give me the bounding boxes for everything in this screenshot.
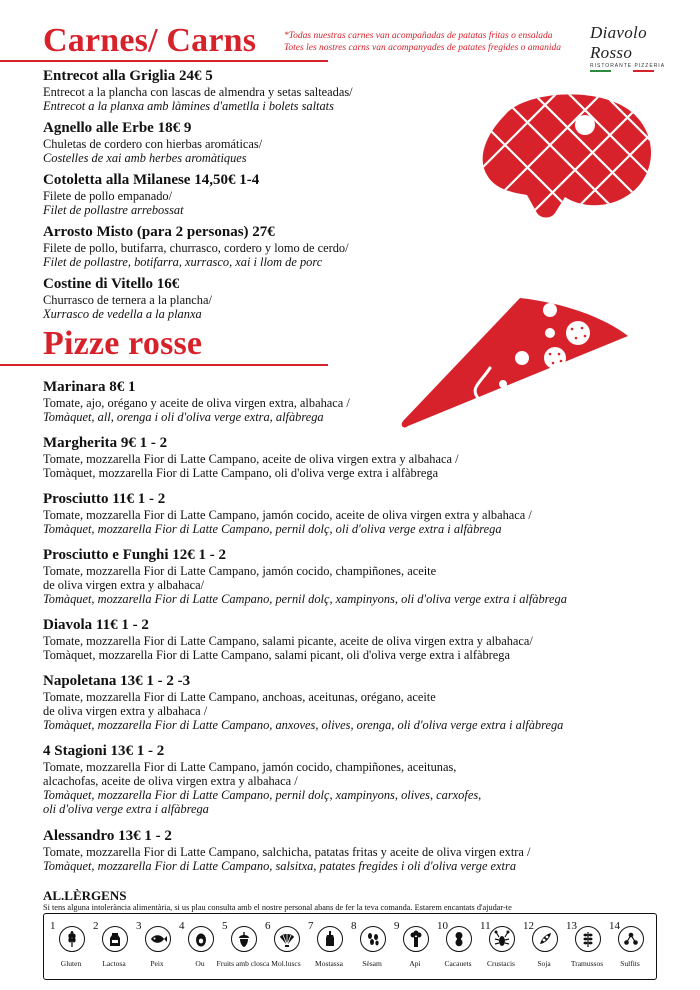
allergen-number: 6 [265,920,271,932]
allergen-number: 2 [93,920,99,932]
menu-item-pizza [43,379,350,424]
wheat-icon [59,926,85,952]
allergens-title: AL.LÈRGENS [43,888,127,903]
menu-item-carne [43,172,259,217]
allergen-number: 9 [394,920,400,932]
item-name: Cotoletta alla Milanese 14,50€ 1-4 [43,172,260,188]
title-underline [0,364,328,366]
allergen-number: 13 [566,920,577,932]
item-desc-es: Entrecot a la plancha con lascas de almendra y setas salteadas/ [43,85,353,99]
mustard-icon [317,926,343,952]
brand-logo [590,23,678,72]
item-desc-line: Tomate, mozzarella Fior di Latte Campano, jamón cocido, champiñones, aceitunas, [43,760,457,774]
item-desc-line: Tomate, mozzarella Fior di Latte Campano, salchicha, patatas fritas y aceite de oliva virgen extra / [43,845,531,859]
shell-icon [274,926,300,952]
menu-item-carne [43,224,349,269]
item-desc-es: Churrasco de ternera a la plancha/ [43,293,212,307]
allergen-label: Api [409,959,421,968]
item-desc-line: oli d'oliva verge extra i alfàbrega [43,802,209,816]
steak-illustration [465,85,665,220]
egg-icon [188,926,214,952]
nut-icon [231,926,257,952]
item-name: Costine di Vitello 16€ [43,276,180,292]
item-desc-es: Filete de pollo empanado/ [43,189,173,203]
menu-item-carne [43,120,262,165]
allergen-number: 4 [179,920,185,932]
item-desc-line: Tomate, ajo, orégano y aceite de oliva virgen extra, albahaca / [43,396,350,410]
soy-icon [532,926,558,952]
item-desc-es: Chuletas de cordero con hierbas aromáticas/ [43,137,263,151]
allergen-number: 8 [351,920,357,932]
menu-item-pizza [43,435,459,480]
item-desc-line: Tomate, mozzarella Fior di Latte Campano, anchoas, aceitunas, orégano, aceite [43,690,436,704]
allergen-number: 12 [523,920,534,932]
section-title-carnes: Carnes/ Carns [43,22,257,59]
item-desc-ca: Entrecot a la planxa amb làmines d'ametlla i bolets saltats [43,99,334,113]
item-name: Prosciutto 11€ 1 - 2 [43,491,166,507]
item-desc-line: Tomate, mozzarella Fior di Latte Campano, salami picante, aceite de oliva virgen extra y albahaca/ [43,634,533,648]
item-desc-line: Tomàquet, mozzarella Fior di Latte Campano, pernil dolç, xampinyons, olives, carxofes, [43,788,482,802]
allergen-label: Mostassa [315,959,343,968]
allergen-number: 5 [222,920,228,932]
side-note-es: *Todas nuestras carnes van acompañadas de patatas fritas o ensalada [284,31,553,41]
item-desc-ca: Filet de pollastre, botifarra, xurrasco, xai i llom de porc [43,255,323,269]
allergen-number: 14 [609,920,620,932]
item-name: Prosciutto e Funghi 12€ 1 - 2 [43,547,227,563]
milk-icon [102,926,128,952]
menu-item-pizza [43,617,533,662]
menu-item-pizza [43,828,530,873]
item-name: Napoletana 13€ 1 - 2 -3 [43,673,191,689]
brand-sub: RISTORANTE PIZZERIA [590,63,666,69]
menu-item-carne [43,68,353,113]
allergen-label: Cacauets [444,959,472,968]
item-desc-ca: Xurrasco de vedella a la planxa [43,307,202,321]
allergen-label: Soja [537,959,551,968]
sesame-icon [360,926,386,952]
allergen-label: Lactosa [102,959,126,968]
menu-item-pizza [43,743,481,816]
section-title-pizze: Pizze rosse [43,325,203,362]
allergen-number: 3 [136,920,142,932]
allergen-item [609,920,651,976]
item-desc-line: Tomàquet, all, orenga i oli d'oliva verge extra, alfàbrega [43,410,324,424]
item-desc-line: Tomate, mozzarella Fior di Latte Campano, aceite de oliva virgen extra y albahaca / [43,452,459,466]
item-desc-line: Tomate, mozzarella Fior di Latte Campano, jamón cocido, aceite de oliva virgen extra y albahaca / [43,508,532,522]
allergen-label: Gluten [60,959,82,968]
item-name: Diavola 11€ 1 - 2 [43,617,149,633]
item-name: Margherita 9€ 1 - 2 [43,435,168,451]
allergen-label: Tramussos [570,959,604,968]
item-desc-line: Tomàquet, mozzarella Fior di Latte Campano, salsitxa, patates fregides i oli d'oliva verge extra [43,859,517,873]
allergen-number: 11 [480,920,491,932]
item-desc-line: Tomàquet, mozzarella Fior di Latte Campano, pernil dolç, xampinyons, oli d'oliva verge extra i alfàbrega [43,592,567,606]
celery-icon [403,926,429,952]
allergen-label: Ou [195,959,205,968]
flag-bar [590,70,654,72]
item-name: Alessandro 13€ 1 - 2 [43,828,172,844]
allergen-label: Peix [150,959,164,968]
crustacean-icon [489,926,515,952]
allergens-note: Si tens alguna intolerància alimentària, si us plau consulta amb el nostre personal abans de fer la teva comanda. Estarem encantats d'ajudar-te [43,903,512,912]
item-name: Arrosto Misto (para 2 personas) 27€ [43,224,275,240]
item-name: Entrecot alla Griglia 24€ 5 [43,68,213,84]
pizza-slice-illustration [400,288,640,438]
allergen-number: 1 [50,920,56,932]
side-note [284,30,584,54]
title-underline [0,60,328,62]
menu-item-pizza [43,673,563,732]
sulphites-icon [618,926,644,952]
item-name: Marinara 8€ 1 [43,379,136,395]
allergen-label: Sulfits [620,959,640,968]
allergen-number: 7 [308,920,314,932]
menu-item-carne [43,276,212,321]
menu-item-pizza [43,491,532,536]
peanut-icon [446,926,472,952]
item-name: Agnello alle Erbe 18€ 9 [43,120,192,136]
allergen-label: Mol.luscs [271,959,301,968]
item-desc-line: Tomate, mozzarella Fior di Latte Campano, jamón cocido, champiñones, aceite [43,564,437,578]
brand-name: Diavolo Rosso [590,23,647,62]
item-desc-es: Filete de pollo, butifarra, churrasco, cordero y lomo de cerdo/ [43,241,349,255]
item-name: 4 Stagioni 13€ 1 - 2 [43,743,165,759]
item-desc-line: Tomàquet, mozzarella Fior di Latte Campano, salami picant, oli d'oliva verge extra i alfàbrega [43,648,510,662]
item-desc-ca: Filet de pollastre arrebossat [43,203,184,217]
allergen-label: Sèsam [362,959,382,968]
allergen-number: 10 [437,920,448,932]
item-desc-line: de oliva virgen extra y albahaca/ [43,578,205,592]
allergen-label: Crustacis [487,959,515,968]
item-desc-line: Tomàquet, mozzarella Fior di Latte Campano, pernil dolç, oli d'oliva verge extra i alfàbrega [43,522,502,536]
item-desc-line: de oliva virgen extra y albahaca / [43,704,208,718]
allergens-legend [43,913,657,980]
item-desc-line: Tomàquet, mozzarella Fior di Latte Campano, anxoves, olives, orenga, oli d'oliva verge extra i alfàbrega [43,718,564,732]
lupin-icon [575,926,601,952]
allergen-label: Fruits amb closca [216,959,270,968]
item-desc-line: Tomàquet, mozzarella Fior di Latte Campano, oli d'oliva verge extra i alfàbrega [43,466,439,480]
item-desc-ca: Costelles de xai amb herbes aromàtiques [43,151,247,165]
side-note-ca: Totes les nostres carns van acompanyades de patates fregides o amanida [284,43,562,53]
item-desc-line: alcachofas, aceite de oliva virgen extra y albahaca / [43,774,298,788]
menu-item-pizza [43,547,567,606]
fish-icon [145,926,171,952]
